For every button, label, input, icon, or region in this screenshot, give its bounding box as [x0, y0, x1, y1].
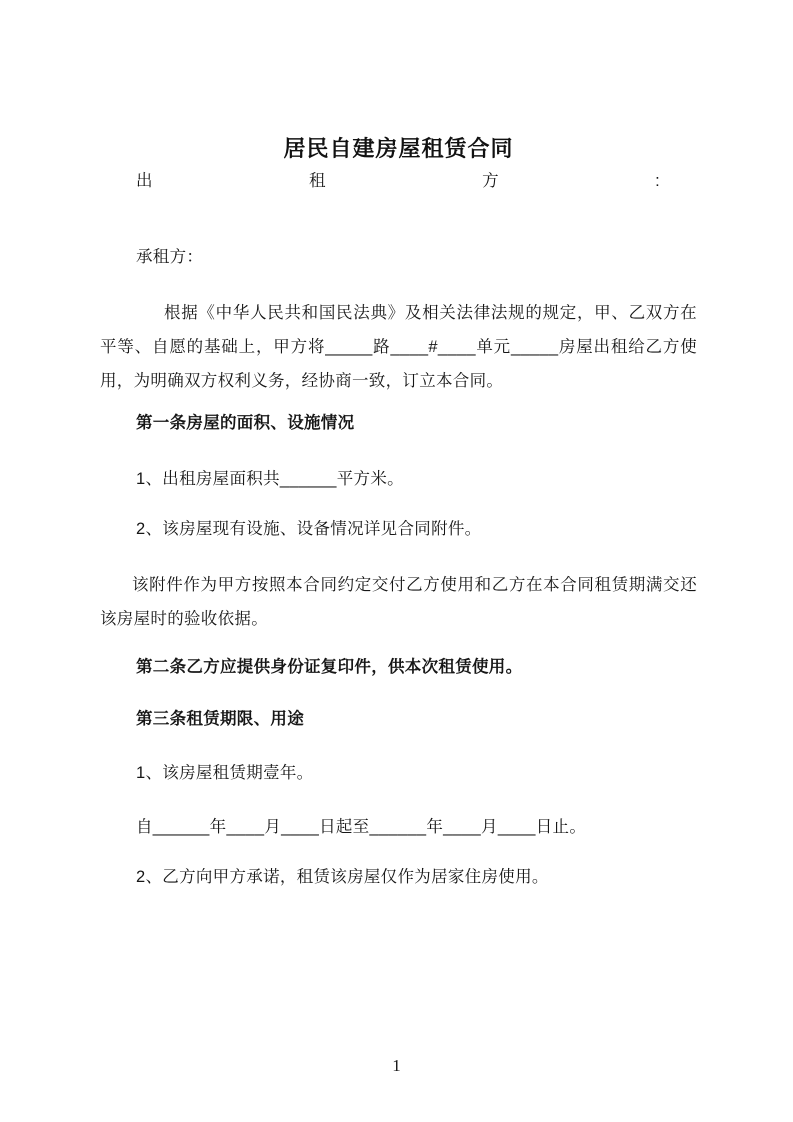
article-1-heading: 第一条房屋的面积、设施情况 [136, 414, 355, 432]
intro-paragraph: 根据《中华人民共和国民法典》及相关法律法规的规定，甲、乙双方在平等、自愿的基础上，甲方将_____路____#____单元_____房屋出租给乙方使用，为明确双方权利义务，经协商一致，订立本合同。 [100, 304, 697, 390]
lessor-line [136, 164, 660, 198]
article-2-heading: 第二条乙方应提供身份证复印件，供本次租赁使用。 [136, 658, 523, 676]
article-1-item-1: 1、出租房屋面积共______平方米。 [136, 470, 404, 488]
lessor-char-2: 租 [309, 172, 326, 190]
article-1-attachment-note: 该附件作为甲方按照本合同约定交付乙方使用和乙方在本合同租赁期满交还该房屋时的验收依据。 [100, 576, 697, 628]
lessor-char-1: 出 [136, 172, 153, 190]
contract-title: 居民自建房屋租赁合同 [283, 136, 514, 161]
page-number: 1 [392, 1056, 401, 1075]
lessee-line: 承租方： [136, 248, 204, 266]
article-3-item-1: 1、该房屋租赁期壹年。 [136, 764, 314, 782]
lessor-colon: : [655, 172, 660, 190]
lessor-char-3: 方 [482, 172, 499, 190]
article-3-item-2: 2、乙方向甲方承诺，租赁该房屋仅作为居家住房使用。 [136, 868, 549, 886]
article-3-heading: 第三条租赁期限、用途 [136, 710, 304, 728]
article-1-item-2: 2、该房屋现有设施、设备情况详见合同附件。 [136, 520, 482, 538]
article-3-date-blanks: 自______年____月____日起至______年____月____日止。 [136, 818, 587, 836]
